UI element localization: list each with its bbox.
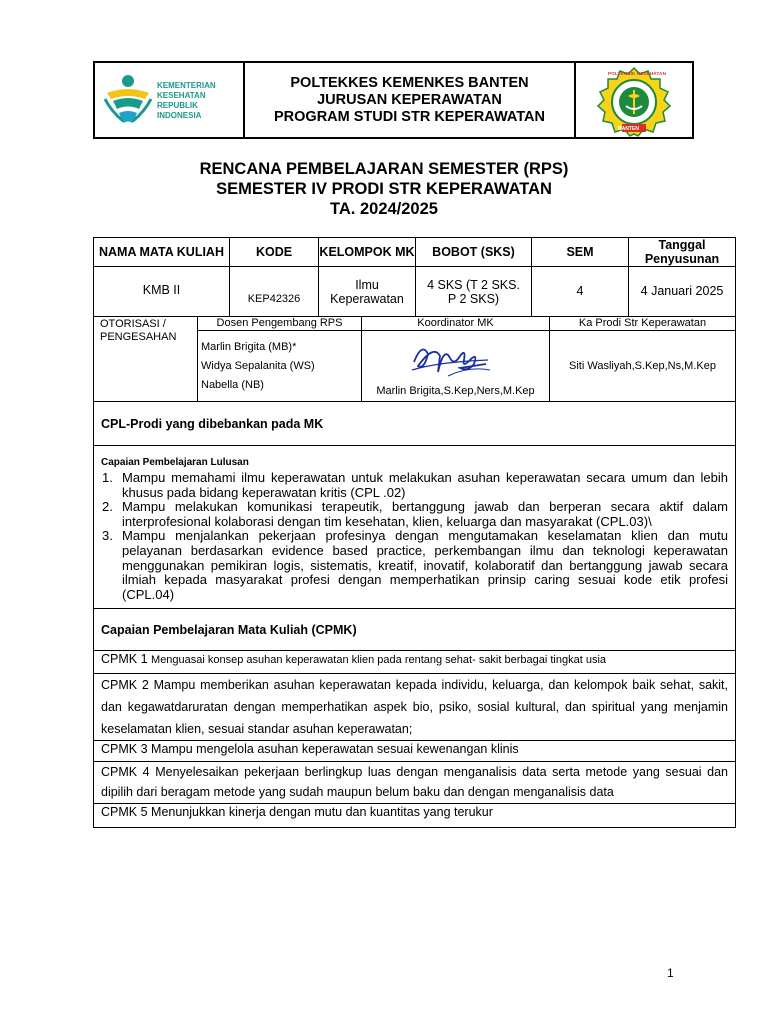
- cpmk-label: CPMK 4: [101, 765, 150, 779]
- document-title: [93, 159, 675, 219]
- header-group: KELOMPOK MK: [319, 238, 416, 267]
- institution-name: POLTEKKES KEMENKES BANTEN: [290, 74, 529, 91]
- cpmk-label: CPMK 2: [101, 678, 149, 692]
- cpmk-row: [94, 674, 736, 741]
- course-name: KMB II: [94, 267, 230, 317]
- course-info-table: [93, 237, 736, 317]
- cpl-subheading: Capaian Pembelajaran Lulusan: [101, 457, 249, 468]
- cpl-item: 2. Mampu melakukan komunikasi terapeutik, bertanggung jawab dan berperan secara aktif dalam interprofesional kolaborasi dengan tim kesehatan, klien, keluarga dan masyarakat (CPL.03)\: [102, 499, 728, 529]
- developer-name: Marlin Brigita (MB)*: [201, 340, 297, 353]
- coordinator-cell: Marlin Brigita,S.Kep,Ners,M.Kep: [362, 331, 550, 402]
- page-number: 1: [667, 966, 674, 980]
- letterhead: [93, 61, 694, 139]
- cpmk-text: Menguasai konsep asuhan keperawatan klien pada rentang sehat- sakit berbagai tingkat usia: [151, 654, 607, 666]
- header-course-name: NAMA MATA KULIAH: [94, 238, 230, 267]
- cpmk-text: Menyelesaikan pekerjaan berlingkup luas dengan menganalisis data serta metode yang sesuai dan dipilih dari beragam metode yang sudah maupun belum baku dan dengan menganalisis data: [101, 765, 728, 799]
- header-credits: BOBOT (SKS): [416, 238, 532, 267]
- cpmk-label: CPMK 5: [101, 805, 148, 819]
- developer-name: Nabella (NB): [201, 378, 264, 391]
- course-date: 4 Januari 2025: [629, 267, 736, 317]
- cpl-item: 3. Mampu menjalankan pekerjaan profesinya dengan mengutamakan keselamatan klien dan mutu pelayanan berdasarkan evidence based practice, perkembangan ilmu dan teknologi keperawatan menggunakan pemikiran logis, sistematis, kreatif, inovatif, kolaboratif dan bertanggung jawab secara ilmiah kepada masyarakat profesi dengan memperhatikan prinsip caring sesuai kode etik profesi (CPL.04): [102, 528, 728, 602]
- course-semester: 4: [532, 267, 629, 317]
- kemenkes-logo: [95, 63, 245, 137]
- institution-title: [245, 63, 576, 137]
- head-header: Ka Prodi Str Keperawatan: [550, 317, 736, 331]
- cpmk-heading: Capaian Pembelajaran Mata Kuliah (CPMK): [94, 609, 736, 651]
- developer-header: Dosen Pengembang RPS: [198, 317, 362, 331]
- poltekkes-logo: [576, 63, 692, 137]
- cpmk-row: [94, 762, 736, 804]
- rps-body-table: [93, 316, 736, 828]
- logo-banten-text: BANTEN: [618, 126, 639, 132]
- signature-icon: [408, 336, 492, 382]
- department-name: JURUSAN KEPERAWATAN: [317, 91, 502, 108]
- kemenkes-emblem-icon: [103, 71, 153, 127]
- course-credits: 4 SKS (T 2 SKS. P 2 SKS): [416, 267, 532, 317]
- header-code: KODE: [230, 238, 319, 267]
- course-group: Ilmu Keperawatan: [319, 267, 416, 317]
- cpmk-row: [94, 804, 736, 828]
- rps-title: RENCANA PEMBELAJARAN SEMESTER (RPS): [199, 160, 569, 178]
- semester-title: SEMESTER IV PRODI STR KEPERAWATAN: [216, 180, 552, 198]
- authorization-label: OTORISASI / PENGESAHAN: [94, 317, 198, 402]
- cpl-list-cell: [94, 446, 736, 609]
- head-cell: Siti Wasliyah,S.Kep,Ns,M.Kep: [550, 331, 736, 402]
- cpmk-row: [94, 651, 736, 674]
- header-date: Tanggal Penyusunan: [629, 238, 736, 267]
- logo-ring-text: POLTEKNIK KESEHATAN: [608, 71, 667, 76]
- cpmk-row: [94, 741, 736, 762]
- cpmk-label: CPMK 3: [101, 742, 148, 756]
- program-name: PROGRAM STUDI STR KEPERAWATAN: [274, 108, 545, 125]
- cpl-heading: CPL-Prodi yang dibebankan pada MK: [94, 402, 736, 446]
- developer-name: Widya Sepalanita (WS): [201, 359, 315, 372]
- developer-list: [198, 331, 362, 402]
- coordinator-header: Koordinator MK: [362, 317, 550, 331]
- cpmk-label: CPMK 1: [101, 652, 148, 666]
- course-code: KEP42326: [230, 267, 319, 317]
- cpmk-text: Mampu mengelola asuhan keperawatan sesuai kewenangan klinis: [151, 742, 519, 756]
- cpl-item: 1. Mampu memahami ilmu keperawatan untuk melakukan asuhan keperawatan secara umum dan lebih khusus pada bidang keperawatan kritis (CPL .02): [102, 470, 728, 500]
- header-semester: SEM: [532, 238, 629, 267]
- academic-year: TA. 2024/2025: [330, 200, 438, 218]
- kemenkes-wordmark: KEMENTERIAN KESEHATAN REPUBLIK INDONESIA: [157, 81, 216, 120]
- cpmk-text: Menunjukkan kinerja dengan mutu dan kuantitas yang terukur: [151, 805, 493, 819]
- cpmk-text: Mampu memberikan asuhan keperawatan kepada individu, keluarga, dan kelompok baik sehat, sakit, dan kegawatdaruratan dengan memperhatikan aspek bio, psiko, sosial kultural, dan spiritual yang menjamin keselamatan klien, sesuai standar asuhan keperawatan;: [101, 678, 728, 736]
